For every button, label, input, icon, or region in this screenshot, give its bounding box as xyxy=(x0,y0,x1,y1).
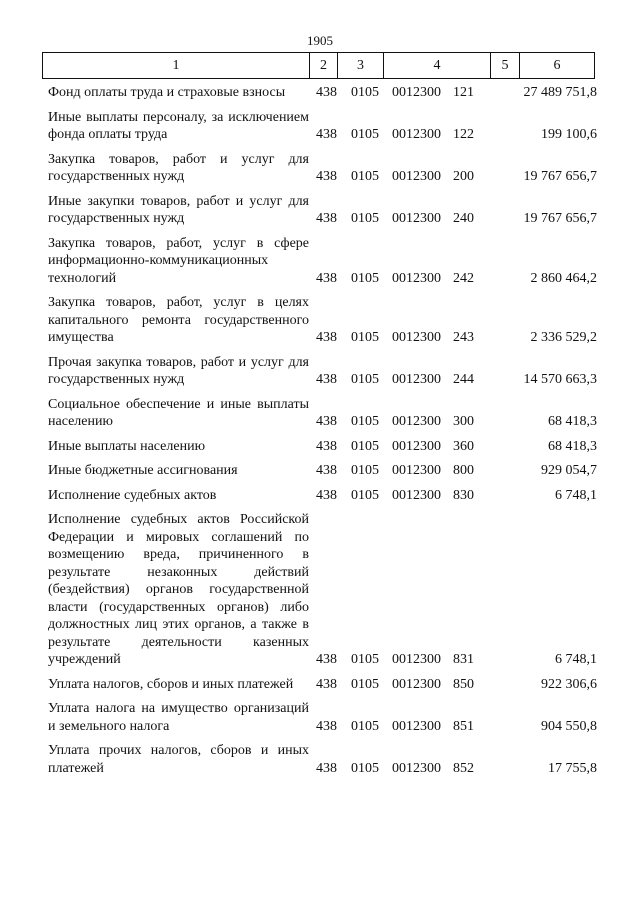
row-amount: 904 550,8 xyxy=(541,718,597,734)
header-col-6: 6 xyxy=(519,53,594,78)
row-code-expense: 242 xyxy=(453,270,474,286)
row-code-target: 0012300 xyxy=(392,372,441,387)
row-code-admin: 438 xyxy=(316,487,337,503)
header-col-2: 2 xyxy=(309,53,337,78)
table-row xyxy=(48,193,603,228)
row-code-target: 0012300 xyxy=(392,330,441,345)
table-body xyxy=(48,84,603,784)
row-name: Уплата прочих налогов, сборов и иных платежей xyxy=(48,743,309,776)
page-number: 1905 xyxy=(307,33,333,48)
row-code-target: 0012300 xyxy=(392,85,441,100)
header-col-5: 5 xyxy=(490,53,519,78)
row-amount: 929 054,7 xyxy=(541,463,597,478)
row-amount: 199 100,6 xyxy=(541,127,597,142)
row-code-target: 0012300 xyxy=(392,270,441,286)
row-name: Иные выплаты населению xyxy=(48,438,206,454)
row-code-section: 0105 xyxy=(351,372,379,387)
row-name: Исполнение судебных актов xyxy=(48,487,217,503)
row-code-admin: 438 xyxy=(316,372,337,387)
row-code-section: 0105 xyxy=(351,414,379,429)
table-row xyxy=(48,487,603,505)
table-row xyxy=(48,700,603,735)
row-code-target: 0012300 xyxy=(392,169,441,184)
row-code-admin: 438 xyxy=(316,463,337,478)
row-code-expense: 851 xyxy=(453,718,474,734)
row-code-section: 0105 xyxy=(351,330,379,345)
row-code-admin: 438 xyxy=(316,85,337,100)
row-code-expense: 360 xyxy=(453,438,474,454)
row-code-expense: 831 xyxy=(453,652,474,667)
row-code-section: 0105 xyxy=(351,85,379,100)
row-amount: 68 418,3 xyxy=(548,414,597,429)
table-row xyxy=(48,462,603,480)
row-name: Иные закупки товаров, работ и услуг для государственных нужд xyxy=(48,193,309,226)
row-code-admin: 438 xyxy=(316,169,337,184)
row-code-section: 0105 xyxy=(351,760,379,776)
row-amount: 19 767 656,7 xyxy=(523,211,597,226)
row-code-section: 0105 xyxy=(351,270,379,286)
row-name: Фонд оплаты труда и страховые взносы xyxy=(48,85,286,100)
header-col-3: 3 xyxy=(337,53,383,78)
row-amount: 2 860 464,2 xyxy=(530,270,597,286)
row-name: Закупка товаров, работ и услуг для государственных нужд xyxy=(48,151,309,184)
table-row xyxy=(48,109,603,144)
row-code-target: 0012300 xyxy=(392,760,441,776)
row-amount: 19 767 656,7 xyxy=(523,169,597,184)
row-amount: 27 489 751,8 xyxy=(523,85,597,100)
row-code-expense: 300 xyxy=(453,414,474,429)
row-code-target: 0012300 xyxy=(392,211,441,226)
header-col-1: 1 xyxy=(172,58,180,73)
row-name: Прочая закупка товаров, работ и услуг для государственных нужд xyxy=(48,354,309,387)
row-code-section: 0105 xyxy=(351,438,379,454)
row-name: Исполнение судебных актов Российской Федерации и мировых соглашений по возмещению вреда, причиненного в результате незаконных действий (бездействия) органов государственной власти (государственных органов) либо должностных лиц этих органов, а также в результате деятельности казенных учреждений xyxy=(48,512,309,667)
row-amount: 14 570 663,3 xyxy=(523,372,597,387)
row-code-section: 0105 xyxy=(351,652,379,667)
row-code-expense: 800 xyxy=(453,463,474,478)
row-name: Социальное обеспечение и иные выплаты населению xyxy=(48,396,309,429)
table-row xyxy=(48,742,603,777)
row-code-section: 0105 xyxy=(351,169,379,184)
row-code-target: 0012300 xyxy=(392,463,441,478)
row-code-expense: 243 xyxy=(453,330,474,345)
row-code-target: 0012300 xyxy=(392,718,441,734)
table-row xyxy=(48,511,603,669)
row-code-expense: 830 xyxy=(453,487,474,503)
row-amount: 6 748,1 xyxy=(555,487,597,503)
row-name: Закупка товаров, работ, услуг в целях капитального ремонта государственного имущества xyxy=(48,295,309,345)
row-name: Иные выплаты персоналу, за исключением фонда оплаты труда xyxy=(48,109,309,142)
row-code-admin: 438 xyxy=(316,676,337,692)
table-header xyxy=(42,52,595,79)
table-row xyxy=(48,235,603,288)
row-code-expense: 240 xyxy=(453,211,474,226)
row-amount: 17 755,8 xyxy=(548,760,597,776)
row-name: Уплата налогов, сборов и иных платежей xyxy=(48,676,294,692)
row-name: Закупка товаров, работ, услуг в сфере информационно-коммуникационных технологий xyxy=(48,235,309,286)
row-code-target: 0012300 xyxy=(392,487,441,503)
row-amount: 2 336 529,2 xyxy=(530,330,597,345)
row-code-target: 0012300 xyxy=(392,127,441,142)
row-code-section: 0105 xyxy=(351,211,379,226)
row-code-admin: 438 xyxy=(316,760,337,776)
row-code-admin: 438 xyxy=(316,652,337,667)
table-row xyxy=(48,151,603,186)
row-name: Иные бюджетные ассигнования xyxy=(48,463,238,478)
row-code-section: 0105 xyxy=(351,127,379,142)
table-row xyxy=(48,438,603,456)
row-code-expense: 244 xyxy=(453,372,474,387)
row-code-expense: 200 xyxy=(453,169,474,184)
row-code-admin: 438 xyxy=(316,438,337,454)
row-code-expense: 122 xyxy=(453,127,474,142)
row-code-target: 0012300 xyxy=(392,652,441,667)
row-code-expense: 121 xyxy=(453,85,474,100)
row-code-admin: 438 xyxy=(316,414,337,429)
row-code-section: 0105 xyxy=(351,487,379,503)
header-col-4: 4 xyxy=(383,53,490,78)
row-code-target: 0012300 xyxy=(392,676,441,692)
row-code-admin: 438 xyxy=(316,330,337,345)
row-code-section: 0105 xyxy=(351,718,379,734)
table-row xyxy=(48,84,603,102)
row-code-admin: 438 xyxy=(316,211,337,226)
row-amount: 922 306,6 xyxy=(541,676,597,692)
table-row xyxy=(48,294,603,347)
row-code-expense: 850 xyxy=(453,676,474,692)
row-code-section: 0105 xyxy=(351,676,379,692)
row-code-admin: 438 xyxy=(316,127,337,142)
row-amount: 6 748,1 xyxy=(555,652,597,667)
row-code-target: 0012300 xyxy=(392,438,441,454)
row-code-admin: 438 xyxy=(316,270,337,286)
row-code-target: 0012300 xyxy=(392,414,441,429)
row-amount: 68 418,3 xyxy=(548,438,597,454)
row-code-expense: 852 xyxy=(453,760,474,776)
table-row xyxy=(48,396,603,431)
row-code-admin: 438 xyxy=(316,718,337,734)
row-code-section: 0105 xyxy=(351,463,379,478)
row-name: Уплата налога на имущество организаций и земельного налога xyxy=(48,701,309,734)
table-row xyxy=(48,676,603,694)
table-row xyxy=(48,354,603,389)
